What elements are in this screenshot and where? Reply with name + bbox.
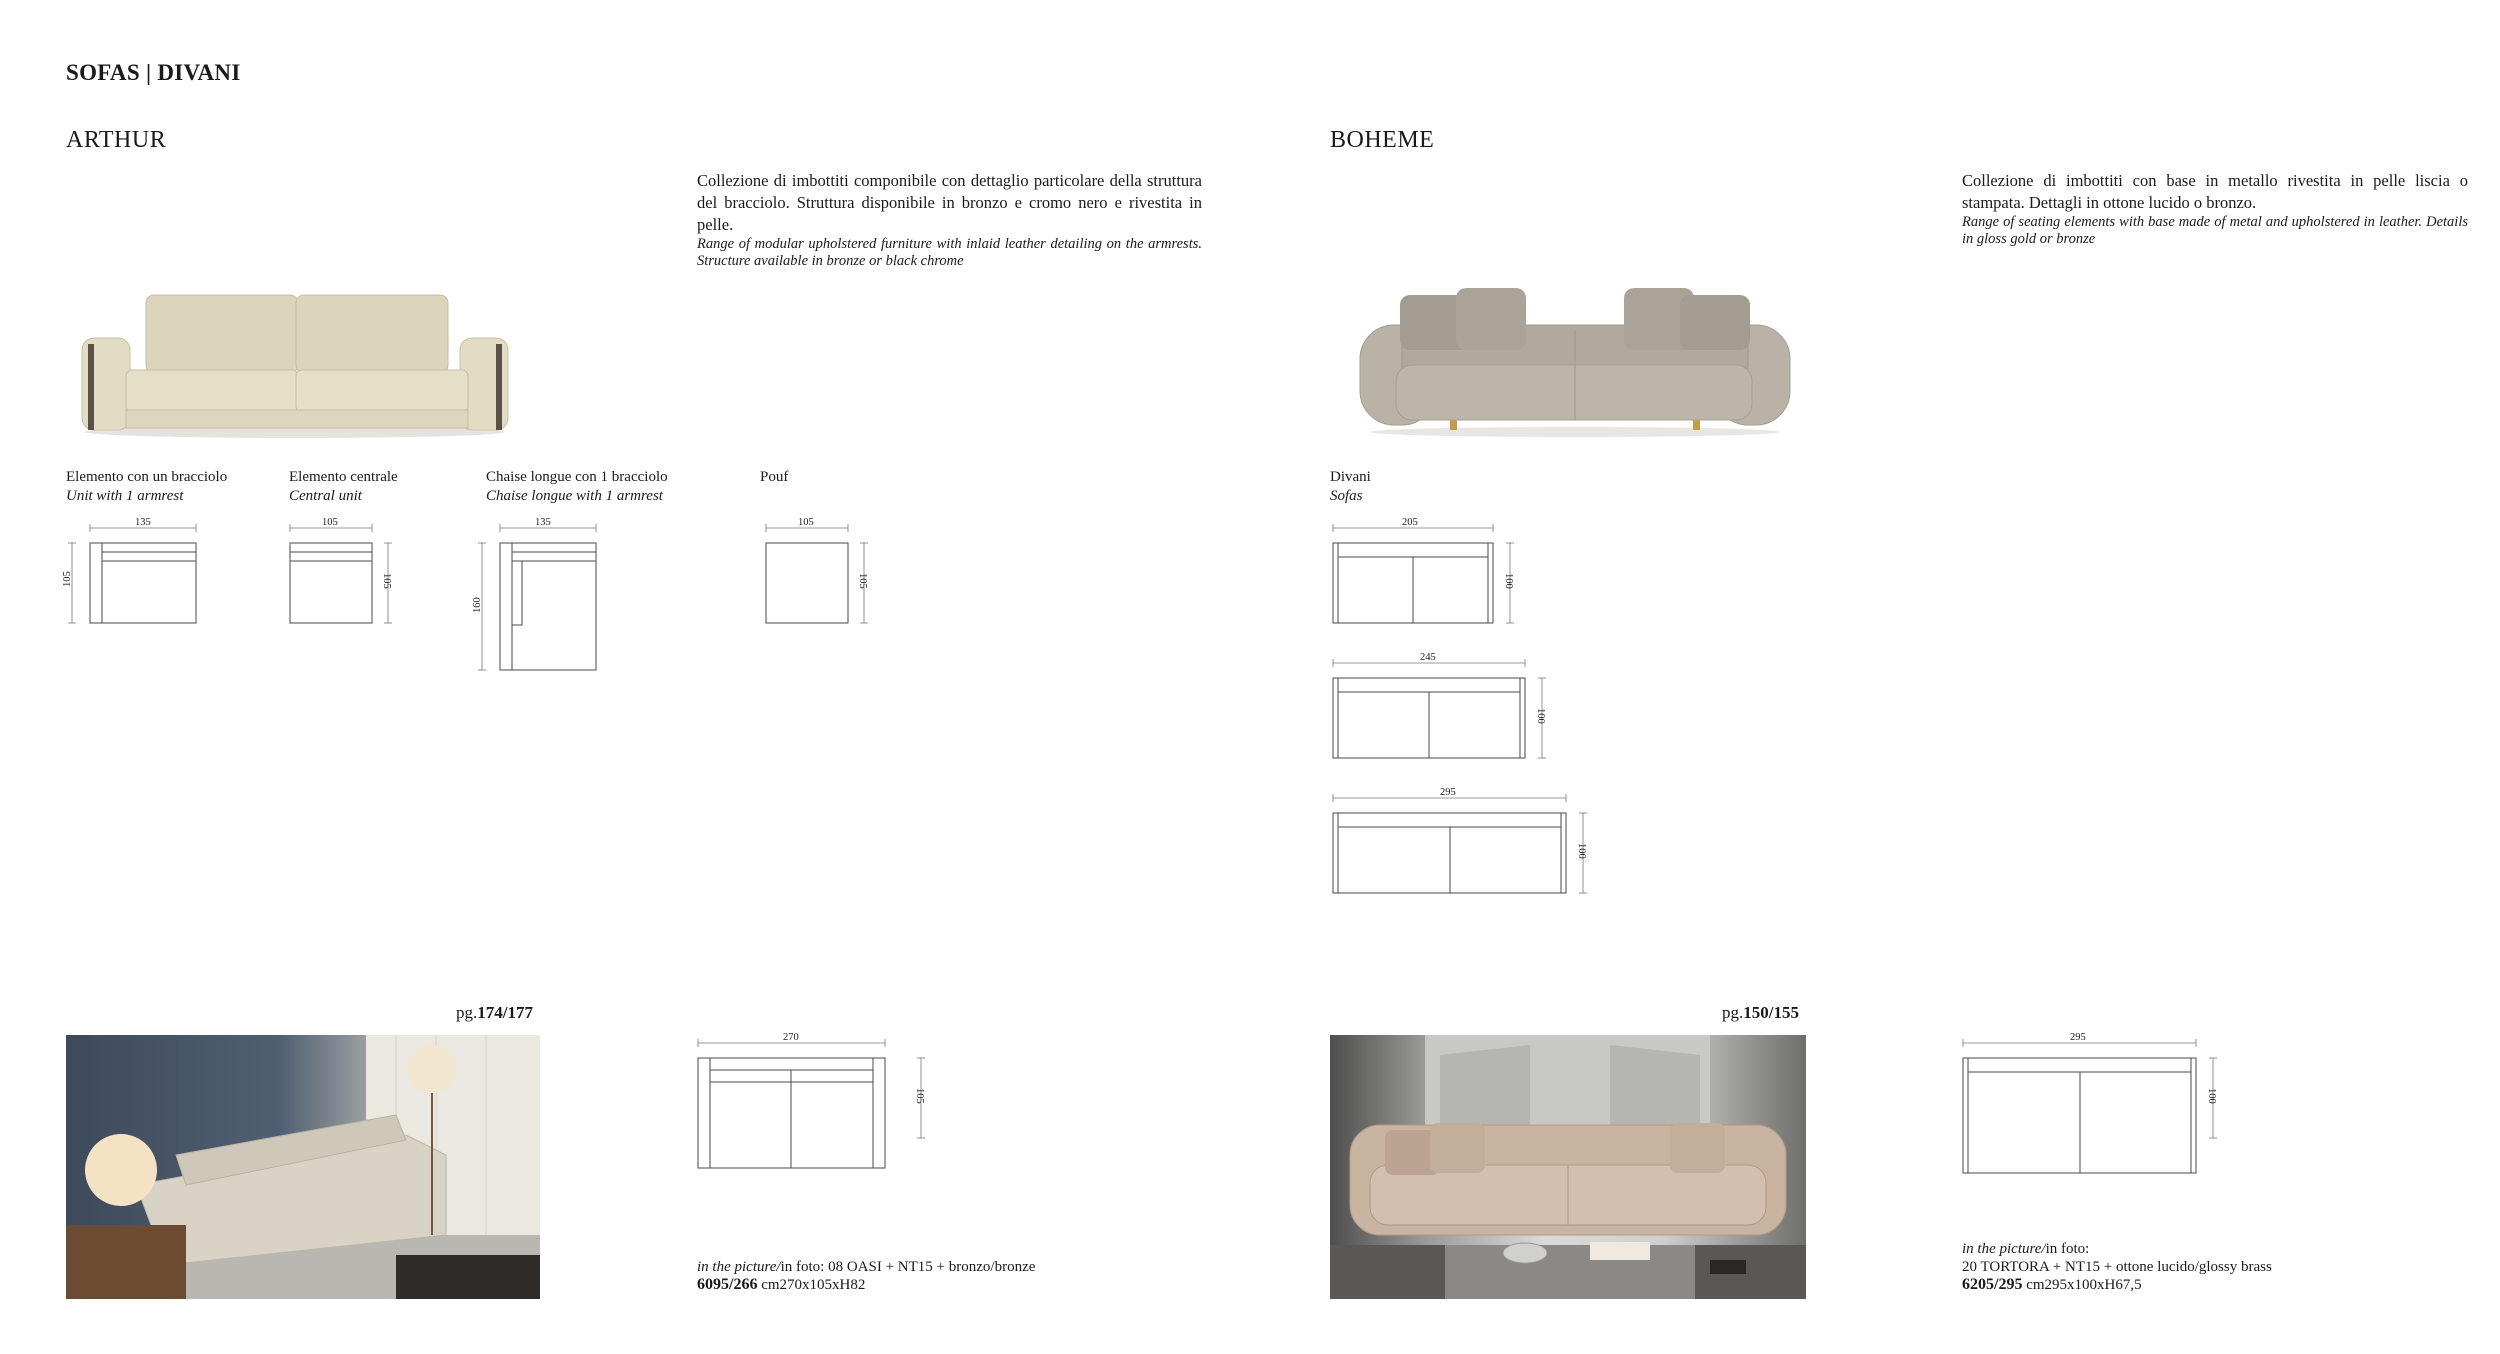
svg-text:105: 105 — [798, 517, 814, 528]
svg-text:100: 100 — [1535, 708, 1546, 724]
boheme-drawing-205 — [1330, 515, 1530, 630]
boheme-sofa-image — [1340, 280, 1810, 440]
svg-text:245: 245 — [1420, 652, 1436, 663]
svg-text:105: 105 — [857, 573, 868, 589]
boheme-interior-photo — [1330, 1035, 1806, 1299]
boheme-drawing-295 — [1330, 785, 1600, 900]
arthur-element-label-4: Pouf — [760, 469, 789, 485]
dim-depth: 105 — [62, 571, 73, 587]
dim-width: 135 — [135, 517, 151, 528]
svg-text:100: 100 — [2206, 1088, 2217, 1104]
arthur-drawing-central — [284, 515, 404, 630]
arthur-element-label-2: Elemento centrale Central unit — [289, 469, 398, 504]
svg-text:295: 295 — [2070, 1032, 2086, 1043]
boheme-caption: in the picture/in foto: 20 TORTORA + NT15 + ottone lucido/glossy brass 6205/295 cm295x100xH67,5 — [1962, 1241, 2272, 1293]
page-title: SOFAS | DIVANI — [66, 60, 241, 85]
svg-text:105: 105 — [914, 1088, 925, 1104]
arthur-page-ref: pg.174/177 — [456, 1003, 533, 1022]
arthur-drawing-pouf — [760, 515, 880, 630]
arthur-element-label-3: Chaise longue con 1 bracciolo Chaise longue with 1 armrest — [486, 469, 668, 504]
boheme-description-en: Range of seating elements with base made of metal and upholstered in leather. Details in gloss gold or bronze — [1962, 214, 2468, 247]
arthur-description-it: Collezione di imbottiti componibile con dettaglio particolare della struttura del bracciolo. Struttura disponibile in bronzo e cromo nero e rivestita in pelle. — [697, 171, 1202, 234]
boheme-title: BOHEME — [1330, 127, 1435, 153]
boheme-sofas-label: Divani Sofas — [1330, 469, 1371, 504]
svg-text:105: 105 — [381, 573, 392, 589]
arthur-caption: in the picture/in foto: 08 OASI + NT15 + bronzo/bronze 6095/266 cm270x105xH82 — [697, 1259, 1036, 1293]
svg-text:105: 105 — [322, 517, 338, 528]
svg-text:100: 100 — [1576, 843, 1587, 859]
boheme-page-ref: pg.150/155 — [1722, 1003, 1799, 1022]
arthur-interior-photo — [66, 1035, 540, 1299]
svg-text:160: 160 — [472, 597, 483, 613]
boheme-description-it: Collezione di imbottiti con base in metallo rivestita in pelle liscia o stampata. Dettagli in ottone lucido o bronzo. — [1962, 171, 2468, 212]
arthur-title: ARTHUR — [66, 127, 167, 153]
arthur-drawing-chaise — [470, 515, 610, 675]
svg-text:100: 100 — [1503, 573, 1514, 589]
svg-text:135: 135 — [535, 517, 551, 528]
arthur-drawing-unit-armrest — [60, 515, 210, 630]
arthur-description-en: Range of modular upholstered furniture with inlaid leather detailing on the armrests. Structure available in bronze or black chrome — [697, 236, 1202, 269]
svg-text:295: 295 — [1440, 787, 1456, 798]
arthur-drawing-270 — [695, 1030, 935, 1145]
svg-text:205: 205 — [1402, 517, 1418, 528]
arthur-element-label-1: Elemento con un bracciolo Unit with 1 armrest — [66, 469, 228, 504]
boheme-drawing-pictured-295 — [1960, 1030, 2230, 1145]
boheme-description — [1962, 170, 2468, 248]
arthur-sofa-image — [60, 270, 530, 440]
arthur-description — [697, 170, 1202, 270]
svg-text:270: 270 — [783, 1032, 799, 1043]
boheme-drawing-245 — [1330, 650, 1570, 765]
